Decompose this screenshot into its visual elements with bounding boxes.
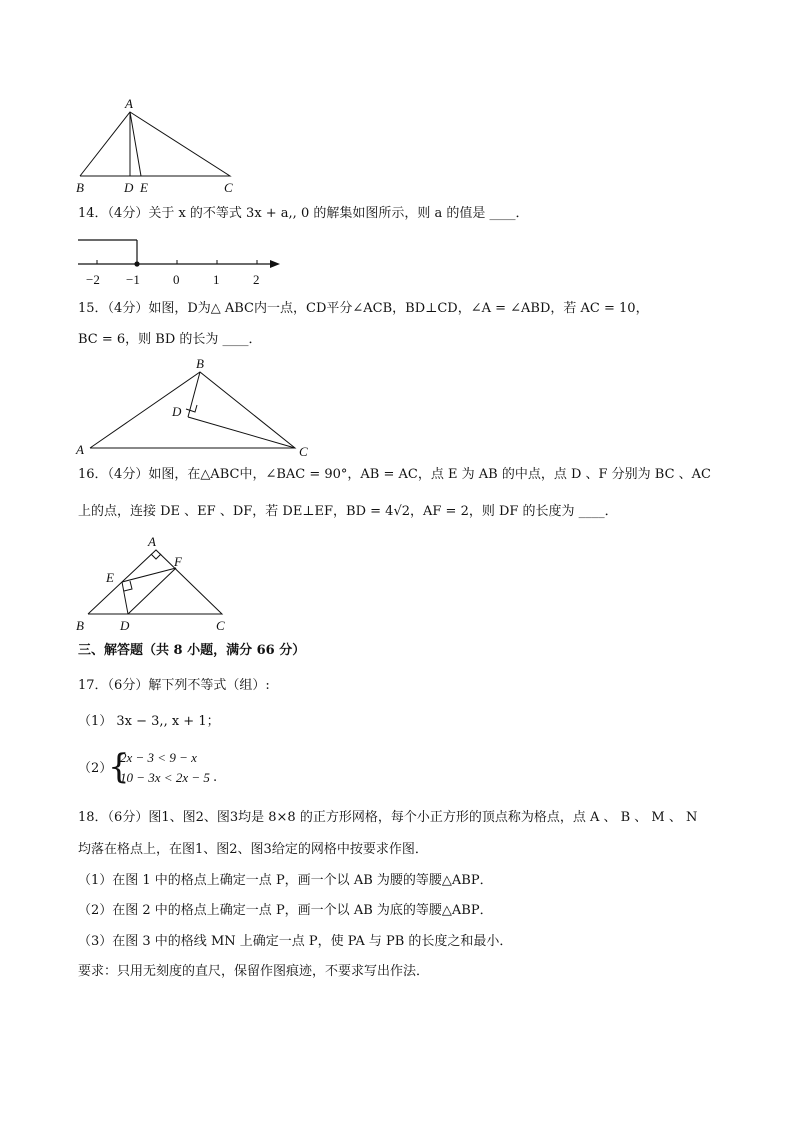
question-18-requirement: 要求：只用无刻度的直尺，保留作图痕迹，不要求写出作法． [78, 964, 430, 979]
question-15-line2: BC = 6，则 BD 的长为 ____． [78, 332, 262, 347]
label-B: B [76, 618, 84, 633]
label-A: A [76, 442, 84, 457]
question-18-line2: 均落在格点上，在图1、图2、图3给定的网格中按要求作图． [78, 842, 428, 857]
label-E: E [140, 180, 148, 195]
label-D: D [172, 404, 182, 419]
tick-label: 2 [253, 272, 260, 287]
system-end: . [213, 770, 218, 785]
system-row-2: 10 − 3x < 2x − 5 [120, 770, 210, 785]
question-18-part2: （2）在图 2 中的格点上确定一点 P，画一个以 AB 为底的等腰△ABP． [78, 903, 493, 918]
section-3-heading: 三、解答题（共 8 小题，满分 66 分） [78, 643, 306, 658]
figure-q15-triangle [70, 354, 320, 462]
system-brace: { [108, 747, 130, 787]
label-C: C [216, 618, 225, 633]
label-A: A [125, 96, 133, 111]
number-line-figure [74, 232, 286, 290]
tick-label: −2 [86, 272, 100, 287]
label-D: D [124, 180, 134, 195]
question-17-part1: （1） 3x − 3,, x + 1； [78, 714, 220, 729]
tick-label: −1 [126, 272, 140, 287]
label-C: C [299, 444, 308, 459]
question-17-part2-label: （2） [78, 761, 113, 776]
question-17-title: 17．（6分）解下列不等式（组）: [78, 678, 270, 693]
tick-label: 1 [213, 272, 220, 287]
label-B: B [196, 356, 204, 371]
label-E: E [106, 570, 114, 585]
label-F: F [174, 554, 182, 569]
figure-q13-triangle [70, 94, 250, 198]
question-16-line2: 上的点，连接 DE 、EF 、DF，若 DE⊥EF，BD = 4√2，AF = 2，则 DF 的长度为 ____． [78, 504, 618, 519]
question-18-part1: （1）在图 1 中的格点上确定一点 P，画一个以 AB 为腰的等腰△ABP． [78, 873, 493, 888]
tick-label: 0 [173, 272, 180, 287]
label-D: D [120, 618, 130, 633]
system-row-1: 2x − 3 < 9 − x [120, 750, 197, 765]
question-16-line1: 16．（4分）如图，在△ABC中，∠BAC = 90°，AB = AC，点 E 为 AB 的中点，点 D 、F 分别为 BC 、AC [78, 467, 711, 482]
question-18-part3: （3）在图 3 中的格线 MN 上确定一点 P，使 PA 与 PB 的长度之和最小． [78, 934, 513, 949]
question-14-text: 14．（4分）关于 x 的不等式 3x + a,, 0 的解集如图所示，则 a 的值是 ____． [78, 206, 529, 221]
figure-q16-triangle [70, 530, 250, 634]
question-18-line1: 18．（6分）图1、图2、图3均是 8×8 的正方形网格，每个小正方形的顶点称为格点，点 A 、 B 、 M 、 N [78, 810, 698, 825]
label-B: B [76, 180, 84, 195]
label-C: C [224, 180, 233, 195]
question-15-line1: 15．（4分）如图，D为△ ABC内一点，CD平分∠ACB，BD⊥CD，∠A = ∠ABD，若 AC = 10， [78, 301, 649, 316]
label-A: A [148, 534, 156, 549]
